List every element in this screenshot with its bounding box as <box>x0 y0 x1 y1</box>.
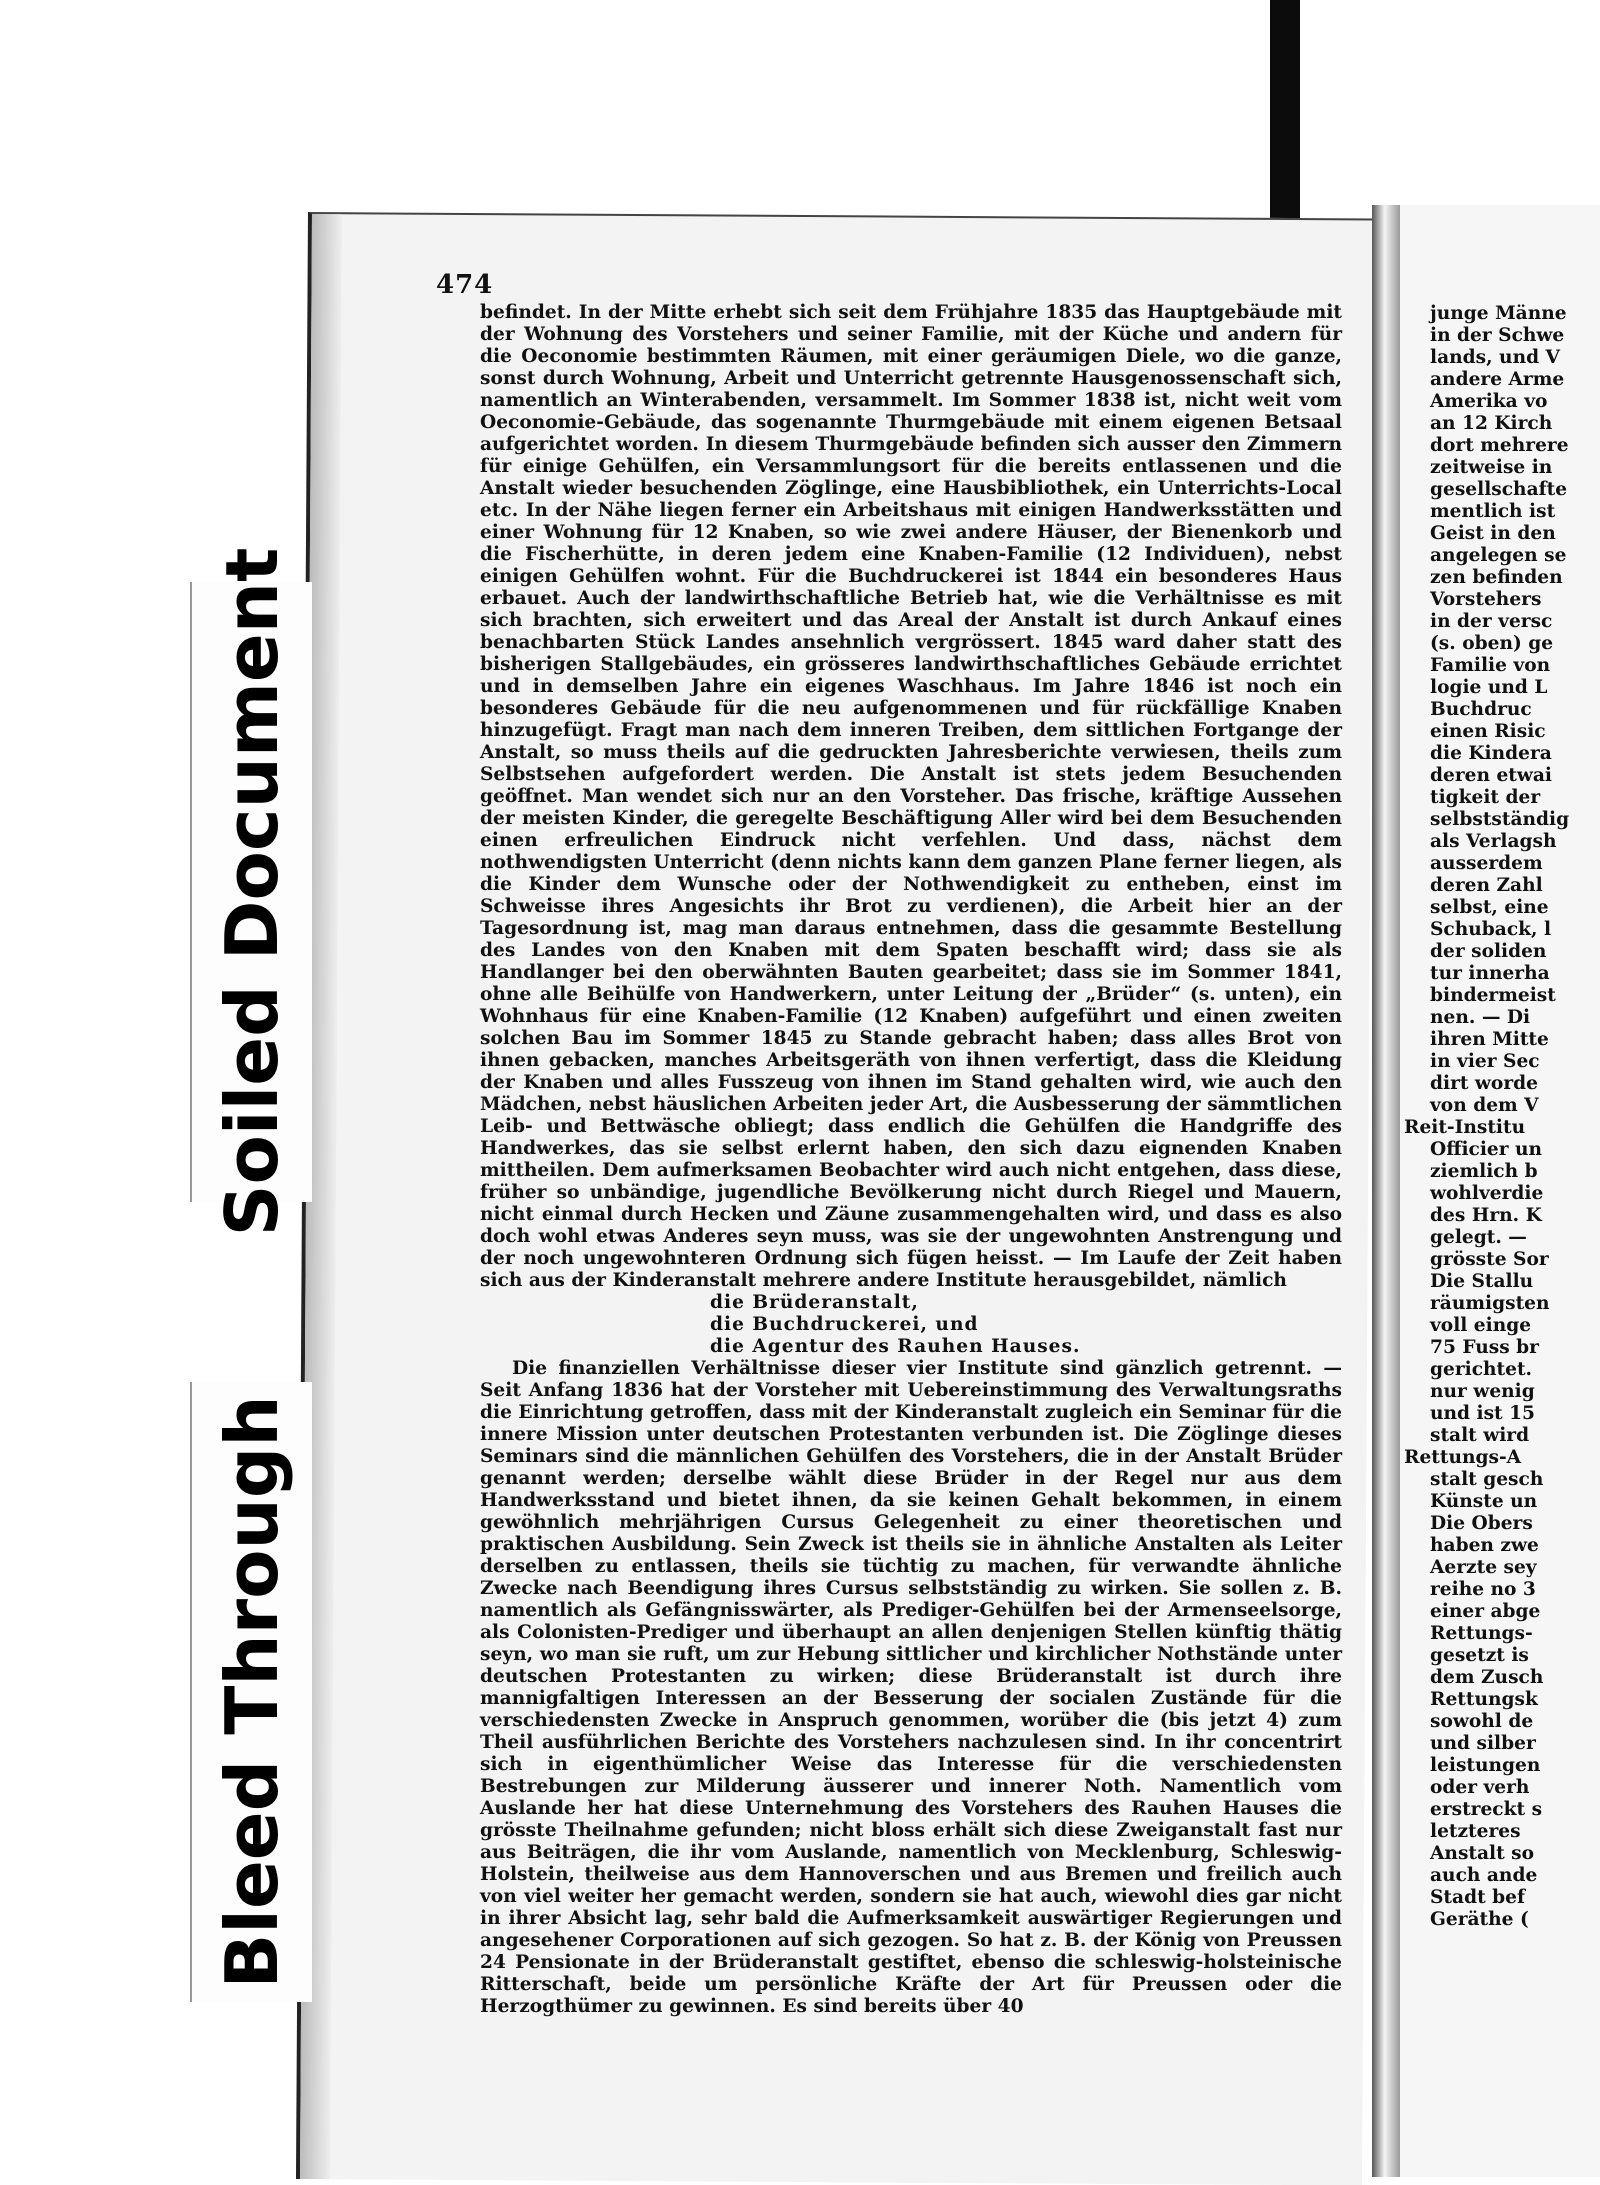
right-page-line: leistungen <box>1430 1755 1541 1776</box>
right-page-line: deren Zahl <box>1430 875 1543 896</box>
right-page-line: zen befinden <box>1430 567 1563 588</box>
right-page-line: in der versc <box>1430 611 1553 632</box>
right-page-line: der soliden <box>1430 941 1547 962</box>
soiled-document-label <box>190 547 312 1237</box>
right-page-line: in der Schwe <box>1430 325 1565 346</box>
right-page-line: zeitweise in <box>1430 457 1553 478</box>
right-page-line: und ist 15 <box>1430 1403 1535 1424</box>
right-page-line: haben zwe <box>1430 1535 1539 1556</box>
right-page-line: dem Zusch <box>1430 1667 1544 1688</box>
list-item: die Brüderanstalt, <box>710 1292 919 1313</box>
right-page-line: an 12 Kirch <box>1430 413 1553 434</box>
right-page-line: Amerika vo <box>1430 391 1548 412</box>
right-page-line: nen. — Di <box>1430 1007 1531 1028</box>
right-page-line: des Hrn. K <box>1430 1205 1542 1226</box>
right-page-line: Buchdruc <box>1430 699 1532 720</box>
left-page-body <box>480 302 1342 2018</box>
right-page-line: Rettungs-A <box>1404 1447 1522 1468</box>
right-page-line: räumigsten <box>1430 1293 1550 1314</box>
right-page-line: 75 Fuss br <box>1430 1337 1539 1358</box>
right-page-line: dirt worde <box>1430 1073 1538 1094</box>
right-page-line: die Kindera <box>1430 743 1552 764</box>
right-page-line: Reit-Institu <box>1404 1117 1526 1138</box>
right-page-line: letzteres <box>1430 1821 1521 1842</box>
right-page-line: ihren Mitte <box>1430 1029 1549 1050</box>
right-page-line: angelegen se <box>1430 545 1567 566</box>
right-page-line: wohlverdie <box>1430 1183 1544 1204</box>
right-page-line: sowohl de <box>1430 1711 1534 1732</box>
black-edge-strip <box>1270 0 1300 230</box>
right-page-line: reihe no 3 <box>1430 1579 1536 1600</box>
right-page-line: stalt wird <box>1430 1425 1530 1446</box>
right-page-line: selbstständig <box>1430 809 1570 830</box>
right-page-line: deren etwai <box>1430 765 1552 786</box>
right-page-line: Geist in den <box>1430 523 1556 544</box>
right-page-line: Geräthe ( <box>1430 1909 1529 1930</box>
right-page-line: mentlich ist <box>1430 501 1556 522</box>
right-page-line: dort mehrere <box>1430 435 1569 456</box>
right-page-line: stalt gesch <box>1430 1469 1544 1490</box>
right-page-line: (s. oben) ge <box>1430 633 1554 654</box>
right-page-line: Rettungs- <box>1430 1623 1533 1644</box>
right-page-line: Künste un <box>1430 1491 1538 1512</box>
right-page-line: gerichtet. <box>1430 1359 1533 1380</box>
soiled-document-text: Soiled Document <box>210 547 294 1237</box>
right-page-line: andere Arme <box>1430 369 1565 390</box>
right-page-line: Vorstehers <box>1430 589 1542 610</box>
right-page-line: gelegt. — <box>1430 1227 1527 1248</box>
right-page-body <box>1404 303 1600 1931</box>
list-item: die Buchdruckerei, und <box>710 1314 979 1335</box>
institute-list <box>710 1292 1342 1358</box>
right-page-line: grösste Sor <box>1430 1249 1549 1270</box>
right-page-line: von dem V <box>1430 1095 1539 1116</box>
page-number: 474 <box>436 270 494 300</box>
right-page-line: einen Risic <box>1430 721 1546 742</box>
right-page-line: Anstalt so <box>1430 1843 1535 1864</box>
right-page-line: Schuback, l <box>1430 919 1552 940</box>
right-page-line: oder verh <box>1430 1777 1530 1798</box>
right-page-line: auch ande <box>1430 1865 1538 1886</box>
right-page-line: gesetzt is <box>1430 1645 1529 1666</box>
right-page-line: nur wenig <box>1430 1381 1535 1402</box>
right-page-line: logie und L <box>1430 677 1548 698</box>
right-page-line: einer abge <box>1430 1601 1541 1622</box>
right-page-line: in vier Sec <box>1430 1051 1540 1072</box>
right-page-line: und silber <box>1430 1733 1536 1754</box>
right-page-line: Stadt bef <box>1430 1887 1525 1908</box>
right-page-line: Officier un <box>1430 1139 1543 1160</box>
right-page-line: Aerzte sey <box>1430 1557 1537 1578</box>
paragraph-2: Die finanziellen Verhältnisse dieser vier Institute sind gänzlich getrennt. — Seit Anfang 1836 hat der Vorsteher mit Uebereinstimmung des Verwaltungsraths die Einrichtung getroffen, dass mit der Kinderanstalt zugleich ein Seminar für die innere Mission unter deutschen Protestanten verbunden ist. Die Zöglinge dieses Seminars sind die männlichen Gehülfen des Vorstehers, die in der Anstalt Brüder genannt werden; derselbe wählt diese Brüder in der Regel nur aus dem Handwerksstand und bietet ihnen, da sie keinen Gehalt bekommen, in einem gewöhnlich mehrjährigen Cursus Gelegenheit zu einer theoretischen und praktischen Ausbildung. Sein Zweck ist theils sie in ähnliche Anstalten als Leiter derselben zu entlassen, theils sie tüchtig zu machen, für verwandte ähnliche Zwecke nach Beendigung ihres Cursus selbstständig zu wirken. Sie sollen z. B. namentlich als Gefängnisswärter, als Prediger-Gehülfen bei der Armenseelsorge, als Colonisten-Prediger und überhaupt an allen denjenigen Stellen künftig thätig seyn, wo man sie ruft, um zur Hebung sittlicher und kirchlicher Nothstände unter deutschen Protestanten zu wirken; diese Brüderanstalt ist durch ihre mannigfaltigen Interessen an der Besserung der socialen Zustände für die verschiedensten Zwecke in Anspruch genommen, worüber die (bis jetzt 4) zum Theil ausführlichen Berichte des Vorstehers nachzulesen sind. In ihr concentrirt sich in eigenthümlicher Weise das Interesse für die verschiedensten Bestrebungen zur Milderung äusserer und innerer Noth. Namentlich vom Auslande her hat diese Unternehmung des Vorstehers des Rauhen Hauses die grösste Theilnahme gefunden; nicht bloss erhält sich diese Zweiganstalt fast nur aus Beiträgen, die ihr vom Auslande, namentlich von Mecklenburg, Schleswig-Holstein, theilweise aus dem Hannoverschen und aus Bremen und freilich auch von viel weiter her gemacht werden, sondern sie hat auch, wiewohl dies gar nicht in ihrer Absicht lag, sehr bald die Aufmerksamkeit auswärtiger Regierungen und angesehener Corporationen auf sich gezogen. So hat z. B. der König von Preussen 24 Pensionate in der Brüderanstalt gestiftet, ebenso die schleswig-holsteinische Ritterschaft, beide um persönliche Kräfte der Art für Preussen oder die Herzogthümer zu gewinnen. Es sind bereits über 40 <box>480 1358 1342 2017</box>
bleed-through-label <box>190 1382 312 2002</box>
right-page-line: Die Stallu <box>1430 1271 1534 1292</box>
right-page-line: ausserdem <box>1430 853 1543 874</box>
right-page-line: junge Männe <box>1430 303 1567 324</box>
right-page-line: tigkeit der <box>1430 787 1541 808</box>
right-page-line: Die Obers <box>1430 1513 1533 1534</box>
bleed-through-text: Bleed Through <box>210 1395 294 1989</box>
right-page-line: Rettungsk <box>1430 1689 1538 1710</box>
right-page-line: tur innerha <box>1430 963 1550 984</box>
right-page-line: bindermeist <box>1430 985 1556 1006</box>
right-page-line: als Verlagsh <box>1430 831 1557 852</box>
right-page-line: voll einge <box>1430 1315 1532 1336</box>
right-page-line: lands, und V <box>1430 347 1560 368</box>
book-gutter <box>1372 205 1400 2177</box>
right-page-line: gesellschafte <box>1430 479 1568 500</box>
right-page-line: ziemlich b <box>1430 1161 1538 1182</box>
right-page-line: selbst, eine <box>1430 897 1549 918</box>
list-item: die Agentur des Rauhen Hauses. <box>710 1336 1081 1357</box>
paragraph-1: befindet. In der Mitte erhebt sich seit dem Frühjahre 1835 das Hauptgebäude mit der Wohnung des Vorstehers und seiner Familie, mit der Küche und andern für die Oeconomie bestimmten Räumen, mit einer geräumigen Diele, wo die ganze, sonst durch Wohnung, Arbeit und Unterricht getrennte Hausgenossenschaft sich, namentlich an Winterabenden, versammelt. Im Sommer 1838 ist, nicht weit vom Oeconomie-Gebäude, das sogenannte Thurmgebäude mit einem eigenen Betsaal aufgerichtet worden. In diesem Thurmgebäude befinden sich ausser den Zimmern für einige Gehülfen, ein Versammlungsort für die bereits entlassenen und die Anstalt wieder besuchenden Zöglinge, eine Hausbibliothek, ein Unterrichts-Local etc. In der Nähe liegen ferner ein Arbeitshaus mit einigen Handwerksstätten und einer Wohnung für 12 Knaben, so wie zwei andere Häuser, der Bienenkorb und die Fischerhütte, in deren jedem eine Knaben-Familie (12 Individuen), nebst einigen Gehülfen wohnt. Für die Buchdruckerei ist 1844 ein besonderes Haus erbauet. Auch der landwirthschaftliche Betrieb hat, wie die Verhältnisse es mit sich brachten, sich erweitert und das Areal der Anstalt ist durch Ankauf eines benachbarten Stück Landes ansehnlich vergrössert. 1845 ward daher statt des bisherigen Stallgebäudes, ein grösseres landwirthschaftliches Gebäude errichtet und in demselben Jahre ein eigenes Waschhaus. Im Jahre 1846 ist noch ein besonderes Gebäude für die neu aufgenommenen und für rückfällige Knaben hinzugefügt. Fragt man nach dem inneren Treiben, dem sittlichen Fortgange der Anstalt, so muss theils auf die gedruckten Jahresberichte verwiesen, theils zum Selbstsehen aufgefordert werden. Die Anstalt ist stets jedem Besuchenden geöffnet. Man wendet sich nur an den Vorsteher. Das frische, kräftige Aussehen der meisten Kinder, die geregelte Beschäftigung Aller wird bei dem Besuchenden einen erfreulichen Eindruck nicht verfehlen. Und dass, nächst dem nothwendigsten Unterricht (denn nichts kann dem ganzen Plane ferner liegen, als die Kinder dem Wunsche oder der Nothwendigkeit zu entheben, einst im Schweisse ihres Angesichts ihr Brot zu verdienen), die Arbeit hier an der Tagesordnung ist, mag man daraus entnehmen, dass die gesammte Bestellung des Landes von den Knaben mit dem Spaten beschafft wird; dass sie als Handlanger bei den oberwähnten Bauten gearbeitet; dass sie im Sommer 1841, ohne alle Beihülfe von Handwerkern, unter Leitung der „Brüder“ (s. unten), ein Wohnhaus für eine Knaben-Familie (12 Knaben) aufgeführt und einen zweiten solchen Bau im Sommer 1845 zu Stande gebracht haben; dass alles Brot von ihnen gebacken, manches Arbeitsgeräth von ihnen verfertigt, dass die Kleidung der Knaben und alles Fusszeug von ihnen im Stand gehalten wird, wie auch den Mädchen, nebst häuslichen Arbeiten jeder Art, die Ausbesserung der sämmtlichen Leib- und Bettwäsche obliegt; dass endlich die Gehülfen die Handgriffe des Handwerkes, das sie selbst erlernt haben, den sich dazu eignenden Knaben mittheilen. Dem aufmerksamen Beobachter wird auch nicht entgehen, dass diese, früher so unbändige, jugendliche Bevölkerung nicht durch Riegel und Mauern, nicht einmal durch Hecken und Zäune zusammengehalten wird, und dass es also doch wohl etwas Anderes seyn muss, was sie der ungewohnten Anstrengung und der noch ungewohnteren Ordnung sich fügen heisst. — Im Laufe der Zeit haben sich aus der Kinderanstalt mehrere andere Institute herausgebildet, nämlich <box>480 302 1342 1291</box>
right-page-line: erstreckt s <box>1430 1799 1543 1820</box>
right-page-line: Familie von <box>1430 655 1551 676</box>
